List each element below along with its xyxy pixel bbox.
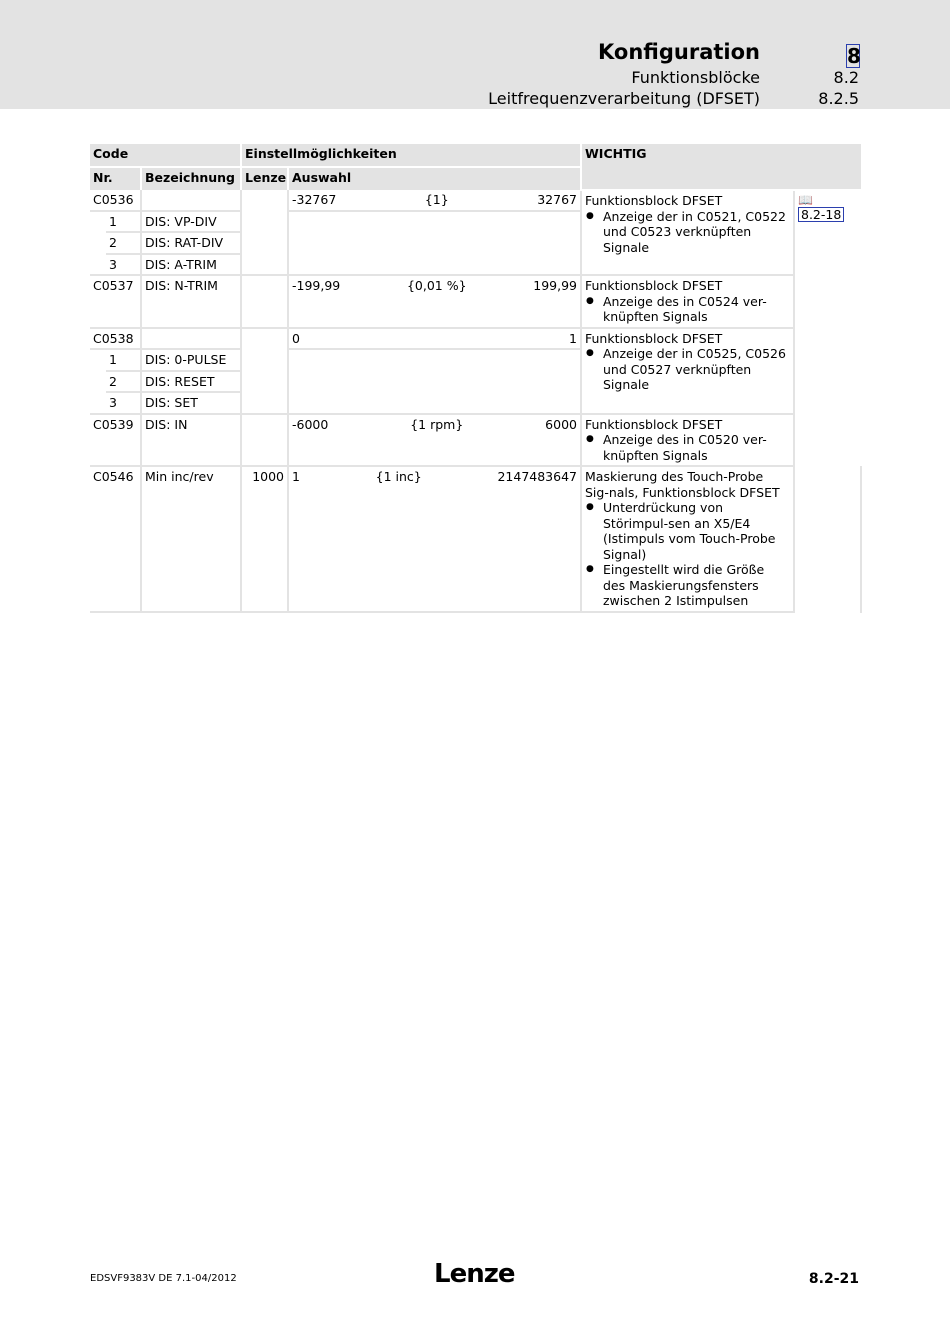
info-cell [581,414,794,467]
info-text: Funktionsblock DFSET [585,416,723,432]
section-number: 8.2 [833,68,859,87]
code-cell: C0546 [90,466,141,612]
lenze-logo: Lenze [434,1259,515,1289]
selection-unit: {1 rpm} [410,416,464,432]
selection-unit: {1} [424,192,449,207]
document-id: EDSVF9383V DE 7.1-04/2012 [90,1273,237,1284]
info-text: Maskierung des Touch-Probe Sig-nals, Funktionsblock DFSET [585,469,780,500]
name-cell: DIS: N-TRIM [141,275,241,328]
subsection-title: Leitfrequenzverarbeitung (DFSET) [488,89,760,108]
info-bullet: ● Eingestellt wird die Größe des Maskierungsfensters zwischen 2 Istimpulsen [603,562,790,609]
info-bullet: ● Anzeige des in C0520 ver-knüpften Signals [603,432,790,463]
header-lenze: Lenze [241,167,288,190]
selection-cell [288,275,581,328]
selection-max: 199,99 [533,278,577,293]
selection-unit: {0,01 %} [406,278,467,293]
header-name: Bezeichnung [141,167,241,190]
sub-nr-cell: 3 [106,392,141,414]
lenze-cell [241,190,288,275]
info-cell [581,275,794,328]
selection-min: 1 [292,469,300,484]
code-cell: C0538 [90,328,141,350]
info-text: Funktionsblock DFSET [585,330,723,346]
info-text: Funktionsblock DFSET [585,193,723,208]
selection-cell [288,414,581,467]
parameter-table [90,144,861,613]
info-cell [581,328,794,414]
sub-nr-cell: 2 [106,371,141,393]
subsection-number: 8.2.5 [818,89,859,108]
selection-min: -199,99 [292,278,341,293]
selection-max: 1 [569,330,577,346]
ref-cell [794,190,861,612]
sub-nr-cell: 2 [106,232,141,254]
name-cell: DIS: VP-DIV [141,211,241,233]
table-row [90,414,861,467]
name-cell: DIS: A-TRIM [141,254,241,276]
name-cell: DIS: RAT-DIV [141,232,241,254]
sub-nr-cell: 3 [106,254,141,276]
selection-max: 2147483647 [497,469,577,484]
table-row [90,466,861,612]
info-bullet: ● Anzeige der in C0525, C0526 und C0527 verknüpften Signale [603,346,790,393]
table-row [90,328,861,350]
code-cell: C0537 [90,275,141,328]
sub-nr-cell: 1 [106,349,141,371]
selection-min: -6000 [292,416,329,432]
lenze-cell: 1000 [241,466,288,612]
selection-cell [288,349,581,414]
selection-min: -32767 [292,192,337,207]
selection-min: 0 [292,330,300,346]
code-cell: C0536 [90,190,141,211]
info-bullet: ● Unterdrückung von Störimpul-sen an X5/E4 (Istimpuls vom Touch-Probe Signal) [603,500,790,562]
name-cell [141,190,241,211]
selection-max: 32767 [537,192,577,207]
lenze-cell [241,328,288,414]
header-selection: Auswahl [288,167,581,190]
page-reference-link[interactable]: 8.2-18 [798,207,844,222]
name-cell: DIS: IN [141,414,241,467]
info-cell [581,190,794,275]
selection-unit: {1 inc} [375,469,422,484]
table-row [90,275,861,328]
table-row [90,190,861,211]
selection-cell [288,211,581,276]
section-title: Funktionsblöcke [631,68,760,87]
lenze-cell [241,275,288,328]
selection-cell [288,328,581,350]
info-bullet: ● Anzeige des in C0524 ver-knüpften Signals [603,294,790,325]
header-band [0,0,950,109]
sub-nr-cell: 1 [106,211,141,233]
book-icon: 📖 [798,193,813,207]
name-cell: DIS: RESET [141,371,241,393]
chapter-number-link[interactable]: 8 [847,44,861,68]
name-cell: DIS: 0-PULSE [141,349,241,371]
chapter-title: Konfiguration [598,40,760,64]
info-cell [581,466,794,612]
name-cell: Min inc/rev [141,466,241,612]
info-bullet: ● Anzeige der in C0521, C0522 und C0523 verknüpften Signale [603,209,790,256]
selection-cell [288,466,581,612]
header-code: Code [90,144,241,167]
selection-max: 6000 [545,416,577,432]
code-cell: C0539 [90,414,141,467]
header-settings: Einstellmöglichkeiten [241,144,581,167]
info-text: Funktionsblock DFSET [585,278,723,293]
header-important: WICHTIG [581,144,861,190]
selection-cell [288,190,581,211]
name-cell [141,328,241,350]
header-nr: Nr. [90,167,141,190]
name-cell: DIS: SET [141,392,241,414]
page-number: 8.2-21 [808,1271,859,1287]
lenze-cell [241,414,288,467]
